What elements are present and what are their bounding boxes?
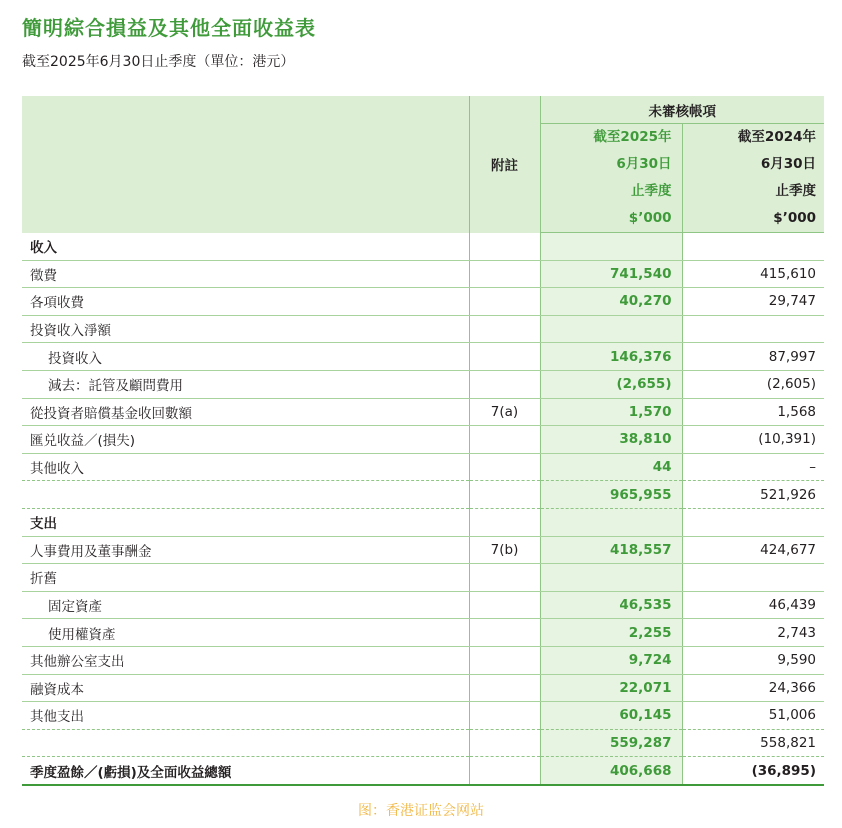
row-value-2024: 424,677 [682,536,824,564]
table-row [22,702,824,730]
row-note [469,370,540,398]
row-label: 折舊 [22,564,469,592]
row-label: 投資收入 [22,343,469,371]
row-value-2025: 60,145 [540,702,682,730]
row-value-2025: 418,557 [540,536,682,564]
row-value-2025: 22,071 [540,674,682,702]
row-value-2024: 521,926 [682,481,824,509]
table-row [22,343,824,371]
row-value-2024: 9,590 [682,646,824,674]
table-row [22,426,824,454]
table-row [22,481,824,509]
row-value-2025: 741,540 [540,260,682,288]
row-label: 其他收入 [22,453,469,481]
row-value-2024 [682,564,824,592]
table-row [22,453,824,481]
row-note: 7(b) [469,536,540,564]
row-value-2025: 46,535 [540,591,682,619]
row-value-2024: 1,568 [682,398,824,426]
row-note: 7(a) [469,398,540,426]
row-label: 人事費用及董事酬金 [22,536,469,564]
table-row [22,536,824,564]
table-row [22,315,824,343]
row-value-2024: 558,821 [682,729,824,757]
row-value-2025: 559,287 [540,729,682,757]
income-statement-table [22,96,824,786]
table-row [22,508,824,536]
row-label: 減去：託管及顧問費用 [22,370,469,398]
row-note [469,757,540,785]
table-row [22,646,824,674]
row-value-2024: 87,997 [682,343,824,371]
table-row [22,674,824,702]
row-label [22,729,469,757]
row-note [469,591,540,619]
table-row [22,564,824,592]
row-note [469,729,540,757]
row-value-2024: 29,747 [682,288,824,316]
row-value-2025: 406,668 [540,757,682,785]
row-value-2024: – [682,453,824,481]
row-note [469,646,540,674]
header-unaudited: 未審核帳項 [540,96,824,124]
row-label: 季度盈餘／(虧損)及全面收益總額 [22,757,469,785]
row-note [469,260,540,288]
figure-caption: 图：香港证监会网站 [358,803,484,819]
row-value-2025: 146,376 [540,343,682,371]
row-label: 從投資者賠償基金收回數額 [22,398,469,426]
row-value-2025 [540,564,682,592]
row-value-2025: (2,655) [540,370,682,398]
row-note [469,508,540,536]
table-row [22,619,824,647]
row-value-2025: 40,270 [540,288,682,316]
page-subtitle: 截至2025年6月30日止季度（單位：港元） [22,54,295,70]
row-value-2024 [682,233,824,261]
row-label: 其他支出 [22,702,469,730]
row-value-2025 [540,315,682,343]
row-label [22,481,469,509]
row-value-2025: 9,724 [540,646,682,674]
row-note [469,564,540,592]
row-label: 融資成本 [22,674,469,702]
row-label: 使用權資產 [22,619,469,647]
row-label: 各項收費 [22,288,469,316]
row-value-2025 [540,233,682,261]
row-label: 其他辦公室支出 [22,646,469,674]
table-row [22,370,824,398]
page-title: 簡明綜合損益及其他全面收益表 [22,16,316,40]
row-value-2025: 38,810 [540,426,682,454]
table-row [22,288,824,316]
row-note [469,702,540,730]
table-row [22,233,824,261]
row-note [469,426,540,454]
row-value-2025: 1,570 [540,398,682,426]
row-note [469,233,540,261]
row-value-2024: (2,605) [682,370,824,398]
row-value-2025 [540,508,682,536]
header-row-top [22,96,824,124]
table-row [22,398,824,426]
header-note: 附註 [469,96,540,233]
row-value-2024: 2,743 [682,619,824,647]
row-value-2024: 24,366 [682,674,824,702]
row-label: 匯兑收益／(損失) [22,426,469,454]
row-note [469,674,540,702]
row-value-2024: 46,439 [682,591,824,619]
header-previous-period: 截至2024年 6月30日 止季度 $’000 [682,124,824,233]
row-value-2024 [682,508,824,536]
row-note [469,343,540,371]
table-row [22,729,824,757]
row-label: 固定資產 [22,591,469,619]
row-note [469,288,540,316]
row-value-2025: 44 [540,453,682,481]
row-value-2024: 51,006 [682,702,824,730]
header-current-period: 截至2025年 6月30日 止季度 $’000 [540,124,682,233]
row-value-2025: 2,255 [540,619,682,647]
row-note [469,619,540,647]
row-label: 投資收入淨額 [22,315,469,343]
row-label: 徵費 [22,260,469,288]
row-note [469,315,540,343]
table-row [22,260,824,288]
header-blank-cell [22,96,469,233]
row-value-2025: 965,955 [540,481,682,509]
row-value-2024: (36,895) [682,757,824,785]
row-note [469,453,540,481]
table-row [22,591,824,619]
row-label: 收入 [22,233,469,261]
row-label: 支出 [22,508,469,536]
row-value-2024: (10,391) [682,426,824,454]
row-note [469,481,540,509]
row-value-2024 [682,315,824,343]
table-row [22,757,824,785]
row-value-2024: 415,610 [682,260,824,288]
